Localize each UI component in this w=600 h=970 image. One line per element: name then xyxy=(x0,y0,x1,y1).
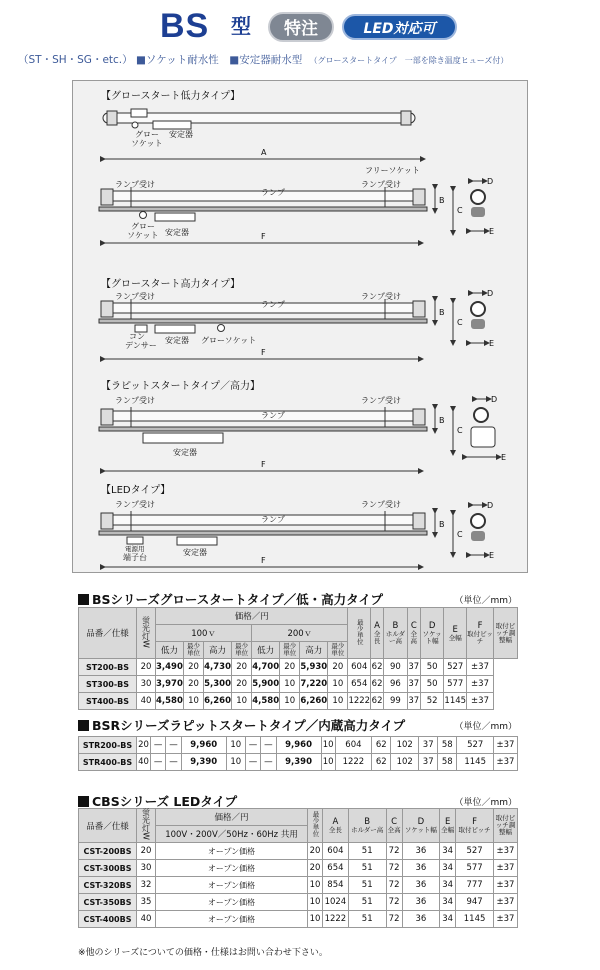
led-holder-left: ランプ受け xyxy=(115,500,155,509)
rapid-holder-right: ランプ受け xyxy=(361,396,401,405)
col-spec: 100V・200V／50Hz・60Hz 共用 xyxy=(156,826,308,843)
rapid-heading: 【ラピットスタートタイプ／高力】 xyxy=(101,381,260,392)
free-socket-label: フリーソケット xyxy=(365,166,420,175)
dim-b-label-4: B xyxy=(439,520,445,529)
table-row: STR200-BS 20 — — 9,960 10 — — 9,960 10 604 62 102 37 58 527 ±37 xyxy=(79,737,518,754)
led-holder-right: ランプ受け xyxy=(361,500,401,509)
type-suffix: 型 xyxy=(231,14,251,38)
col-d: D ソケット幅 xyxy=(420,608,444,659)
col-watt: 蛍光灯W xyxy=(137,608,156,659)
col-e: E 全幅 xyxy=(440,809,456,843)
subtitle-features: ■ソケット耐水性 ■安定器耐水型 xyxy=(135,54,303,66)
col-price: 価格／円 xyxy=(156,608,348,625)
glow-low-heading: 【グロースタート低力タイプ】 xyxy=(101,91,241,102)
fixture-lamp-holder-left: ランプ受け xyxy=(115,180,155,189)
fixture-ballast-label: 安定器 xyxy=(165,228,189,237)
bsr-table-title: BSRシリーズラピットスタートタイプ／内蔵高力タイプ xyxy=(78,716,405,734)
subtitle-line xyxy=(18,52,508,67)
footnote: ※他のシリーズについての価格・仕様はお問い合わせ下さい。 xyxy=(78,948,328,958)
col-a: A 全長 xyxy=(371,608,384,659)
table-row: ST300-BS 30 3,970 20 5,300 20 5,900 10 7,220 10 654 62 96 37 50 577 ±37 xyxy=(79,676,518,693)
glow-high-holder-left: ランプ受け xyxy=(115,292,155,301)
glow-low-lamp xyxy=(103,109,415,129)
dim-f-label-2: F xyxy=(261,348,266,357)
col-f: F 取付ピッチ xyxy=(467,608,494,659)
bsr-table-unit: （単位／mm） xyxy=(454,722,517,732)
series-title: BS xyxy=(160,7,210,45)
dim-c-label-1: C xyxy=(457,206,463,215)
dim-b-label-3: B xyxy=(439,416,445,425)
dim-e-label-4: E xyxy=(489,551,495,560)
col-e: E 全幅 xyxy=(444,608,467,659)
glow-low-socket-label: グローソケット xyxy=(131,130,163,148)
fixture-diagrams-panel xyxy=(72,80,528,573)
dim-c-label-4: C xyxy=(457,530,463,539)
col-watt: 蛍光灯W xyxy=(137,809,156,843)
terminal-label: 電源用端子台 xyxy=(123,545,147,562)
col-low-200: 低力 xyxy=(252,642,280,659)
cbs-spec-table xyxy=(78,808,518,928)
dim-f-label-4: F xyxy=(261,556,266,565)
glow-high-holder-right: ランプ受け xyxy=(361,292,401,301)
col-f: F 取付ピッチ xyxy=(456,809,494,843)
dim-e-label-3: E xyxy=(501,453,507,462)
col-b: B ホルダー高 xyxy=(348,809,386,843)
col-b: B ホルダー高 xyxy=(384,608,408,659)
rapid-ballast-label: 安定器 xyxy=(173,448,197,457)
led-heading: 【LEDタイプ】 xyxy=(101,485,171,496)
led-compatible-badge: LED対応可 xyxy=(342,14,457,40)
table-row: CST-200BS 20 オープン価格 20 604 51 72 36 34 527 ±37 xyxy=(79,843,518,860)
col-min-unit: 最少単位 xyxy=(308,809,323,843)
col-high-200: 高力 xyxy=(300,642,328,659)
fixture-lamp-label: ランプ xyxy=(261,188,285,197)
table-row: ST400-BS 40 4,580 10 6,260 10 4,580 10 6,260 10 1222 62 99 37 52 1145 ±37 xyxy=(79,693,518,710)
fixture-diagrams-svg xyxy=(73,81,529,574)
glow-high-heading: 【グロースタート高力タイプ】 xyxy=(101,279,241,290)
col-adj: 取付ピッチ調整幅 xyxy=(494,809,518,843)
dim-b-label-1: B xyxy=(439,196,445,205)
bs-table-title: BSシリーズグロースタートタイプ／低・高力タイプ xyxy=(78,590,383,608)
col-high-100: 高力 xyxy=(204,642,232,659)
glow-high-socket-label: グローソケット xyxy=(201,336,257,345)
col-model: 品番／仕様 xyxy=(79,608,137,659)
bsr-spec-table xyxy=(78,736,518,771)
dim-c-label-3: C xyxy=(457,426,463,435)
bs-table-unit: （単位／mm） xyxy=(454,596,517,606)
condenser-label: コンデンサー xyxy=(125,332,157,350)
page-header xyxy=(0,0,600,70)
col-price: 価格／円 xyxy=(156,809,308,826)
col-200v: 200ｖ xyxy=(252,625,348,642)
led-lamp-label: ランプ xyxy=(261,515,285,524)
glow-low-ballast-label: 安定器 xyxy=(169,130,193,139)
subtitle-note: （グロースタートタイプ 一部を除き温度ヒューズ付） xyxy=(309,56,509,65)
col-low-100: 低力 xyxy=(156,642,184,659)
col-minlow-200: 最少単位 xyxy=(280,642,300,659)
dim-c-label-2: C xyxy=(457,318,463,327)
led-ballast-label: 安定器 xyxy=(183,548,207,557)
col-model: 品番／仕様 xyxy=(79,809,137,843)
dim-d-label-2: D xyxy=(487,289,494,298)
col-minhigh-100: 最少単位 xyxy=(232,642,252,659)
cbs-table-unit: （単位／mm） xyxy=(454,798,517,808)
table-row: CST-350BS 35 オープン価格 10 1024 51 72 36 34 947 ±37 xyxy=(79,894,518,911)
col-min-unit: 最少単位 xyxy=(348,608,371,659)
col-d: D ソケット幅 xyxy=(402,809,440,843)
col-minlow-100: 最少単位 xyxy=(183,642,203,659)
custom-order-badge: 特注 xyxy=(268,12,334,42)
rapid-lamp-label: ランプ xyxy=(261,411,285,420)
dim-d-label-4: D xyxy=(487,501,494,510)
dim-d-label-3: D xyxy=(491,395,498,404)
table-row: CST-400BS 40 オープン価格 10 1222 51 72 36 34 1145 ±37 xyxy=(79,911,518,928)
subtitle-types: （ST・SH・SG・etc.） xyxy=(18,54,133,66)
col-a: A 全長 xyxy=(323,809,349,843)
glow-high-lamp-label: ランプ xyxy=(261,300,285,309)
dim-e-label-2: E xyxy=(489,339,495,348)
table-row: CST-320BS 32 オープン価格 10 854 51 72 36 34 777 ±37 xyxy=(79,877,518,894)
table-row: ST200-BS 20 3,490 20 4,730 20 4,700 20 5,930 20 604 62 90 37 50 527 ±37 xyxy=(79,659,518,676)
side-view-3 xyxy=(435,399,499,457)
dim-d-label-1: D xyxy=(487,177,494,186)
col-minhigh-200: 最少単位 xyxy=(328,642,348,659)
dim-f-label-3: F xyxy=(261,460,266,469)
table-row: STR400-BS 40 — — 9,390 10 — — 9,390 10 1222 62 102 37 58 1145 ±37 xyxy=(79,754,518,771)
col-100v: 100ｖ xyxy=(156,625,252,642)
dim-a-label: A xyxy=(261,148,267,157)
dim-b-label-2: B xyxy=(439,308,445,317)
col-adj: 取付ピッチ調整幅 xyxy=(494,608,518,659)
col-c: C 全高 xyxy=(407,608,420,659)
cbs-table-title: CBSシリーズ LEDタイプ xyxy=(78,792,237,810)
rapid-holder-left: ランプ受け xyxy=(115,396,155,405)
table-row: CST-300BS 30 オープン価格 20 654 51 72 36 34 577 ±37 xyxy=(79,860,518,877)
col-c: C 全高 xyxy=(386,809,402,843)
fixture-glow-socket-label: グローソケット xyxy=(127,222,159,240)
glow-high-ballast-label: 安定器 xyxy=(165,336,189,345)
dim-e-label-1: E xyxy=(489,227,495,236)
fixture-lamp-holder-right: ランプ受け xyxy=(361,180,401,189)
dim-f-label-1: F xyxy=(261,232,266,241)
bs-spec-table xyxy=(78,607,518,710)
